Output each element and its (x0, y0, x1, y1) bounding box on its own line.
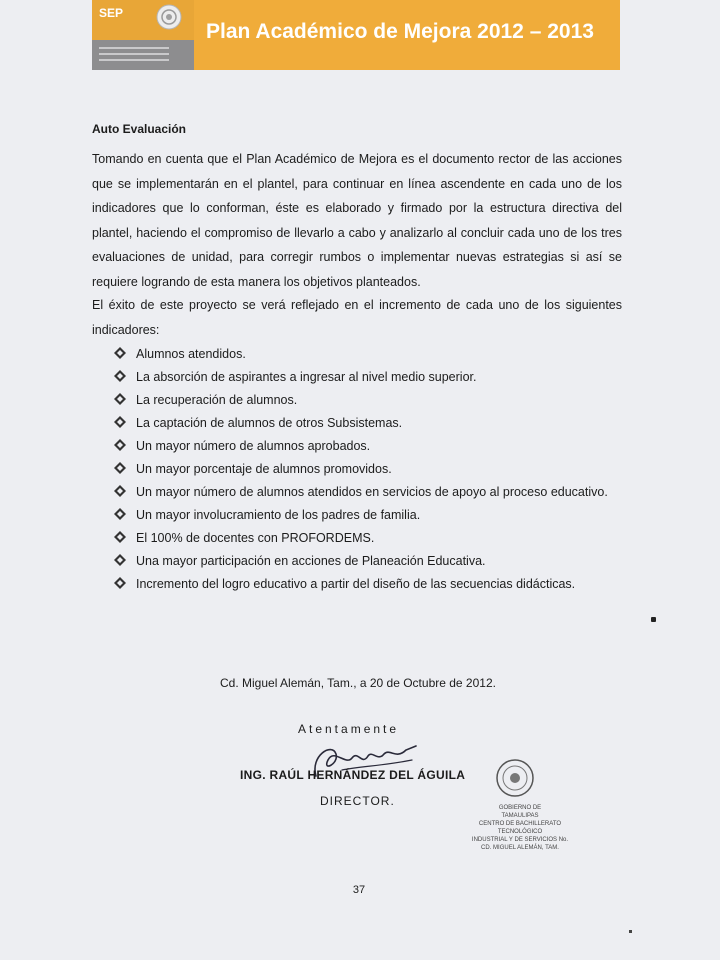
diamond-bullet-icon (114, 531, 126, 543)
list-item-text: Un mayor número de alumnos atendidos en servicios de apoyo al proceso educativo. (136, 485, 608, 499)
list-item (112, 412, 624, 435)
scan-mark (651, 617, 656, 622)
diamond-bullet-icon (114, 508, 126, 520)
closing-text: Atentamente (298, 722, 400, 736)
page-number (0, 884, 720, 896)
section-title: Auto Evaluación (92, 122, 187, 136)
diamond-bullet-icon (114, 485, 126, 497)
list-item (112, 527, 624, 550)
sep-logo-subtitle (99, 47, 189, 65)
list-item (112, 504, 624, 527)
official-stamp (455, 758, 585, 878)
diamond-bullet-icon (114, 393, 126, 405)
list-item (112, 573, 624, 596)
sep-logo-text: SEP (99, 6, 124, 20)
document-title: Plan Académico de Mejora 2012 – 2013 (206, 20, 594, 43)
national-seal-icon (156, 4, 182, 30)
list-item (112, 343, 624, 366)
list-item-text: Una mayor participación en acciones de Planeación Educativa. (136, 554, 486, 568)
diamond-bullet-icon (114, 347, 126, 359)
diamond-bullet-icon (114, 439, 126, 451)
diamond-bullet-icon (114, 462, 126, 474)
list-item (112, 366, 624, 389)
header-banner (92, 0, 620, 70)
list-item-text: Un mayor número de alumnos aprobados. (136, 439, 371, 453)
page-number-text: 37 (352, 884, 366, 896)
list-item-text: La recuperación de alumnos. (136, 393, 298, 407)
list-item (112, 550, 624, 573)
diamond-bullet-icon (114, 577, 126, 589)
diamond-bullet-icon (114, 370, 126, 382)
diamond-bullet-icon (114, 554, 126, 566)
stamp-text: GOBIERNO DE TAMAULIPAS CENTRO DE BACHILLERATO TECNOLÓGICO INDUSTRIAL Y DE SERVICIOS No. CD. MIGUEL ALEMÁN, TAM. (471, 805, 569, 851)
list-item-text: Un mayor involucramiento de los padres de familia. (136, 508, 421, 522)
list-item-text: El 100% de docentes con PROFORDEMS. (136, 531, 375, 545)
list-item (112, 458, 624, 481)
banner-title-box (194, 0, 620, 70)
indicators-intro-paragraph: El éxito de este proyecto se verá reflejado en el incremento de cada uno de los siguientes indicadores: (92, 298, 622, 337)
intro-paragraph: Tomando en cuenta que el Plan Académico de Mejora es el documento rector de las acciones que se implementarán en el plantel, para continuar en línea ascendente en cada uno de los indicadores que lo conforman, éste es elaborado y firmado por la estructura directiva del plantel, haciendo el compromiso de llevarlo a cabo y analizarlo al concluir cada uno de los tres evaluaciones de unidad, para corregir rumbos o implementar nuevas estrategias si así se requiere logrando de esta manera los objetivos planteados. (92, 152, 622, 289)
list-item (112, 481, 624, 504)
scan-mark (629, 930, 632, 933)
list-item (112, 389, 624, 412)
indicator-list (112, 343, 624, 596)
signer-role: DIRECTOR. (320, 794, 395, 808)
place-and-date (0, 676, 720, 690)
list-item-text: La captación de alumnos de otros Subsistemas. (136, 416, 403, 430)
list-item-text: Incremento del logro educativo a partir del diseño de las secuencias didácticas. (136, 577, 576, 591)
sep-logo (92, 0, 194, 70)
school-seal-icon (495, 758, 535, 798)
place-date-text: Cd. Miguel Alemán, Tam., a 20 de Octubre de 2012. (220, 676, 496, 690)
signer-name: ING. RAÚL HERNÁNDEZ DEL ÁGUILA (240, 768, 466, 782)
list-item-text: La absorción de aspirantes a ingresar al nivel medio superior. (136, 370, 477, 384)
list-item-text: Un mayor porcentaje de alumnos promovidos. (136, 462, 392, 476)
list-item-text: Alumnos atendidos. (136, 347, 246, 361)
list-item (112, 435, 624, 458)
diamond-bullet-icon (114, 416, 126, 428)
